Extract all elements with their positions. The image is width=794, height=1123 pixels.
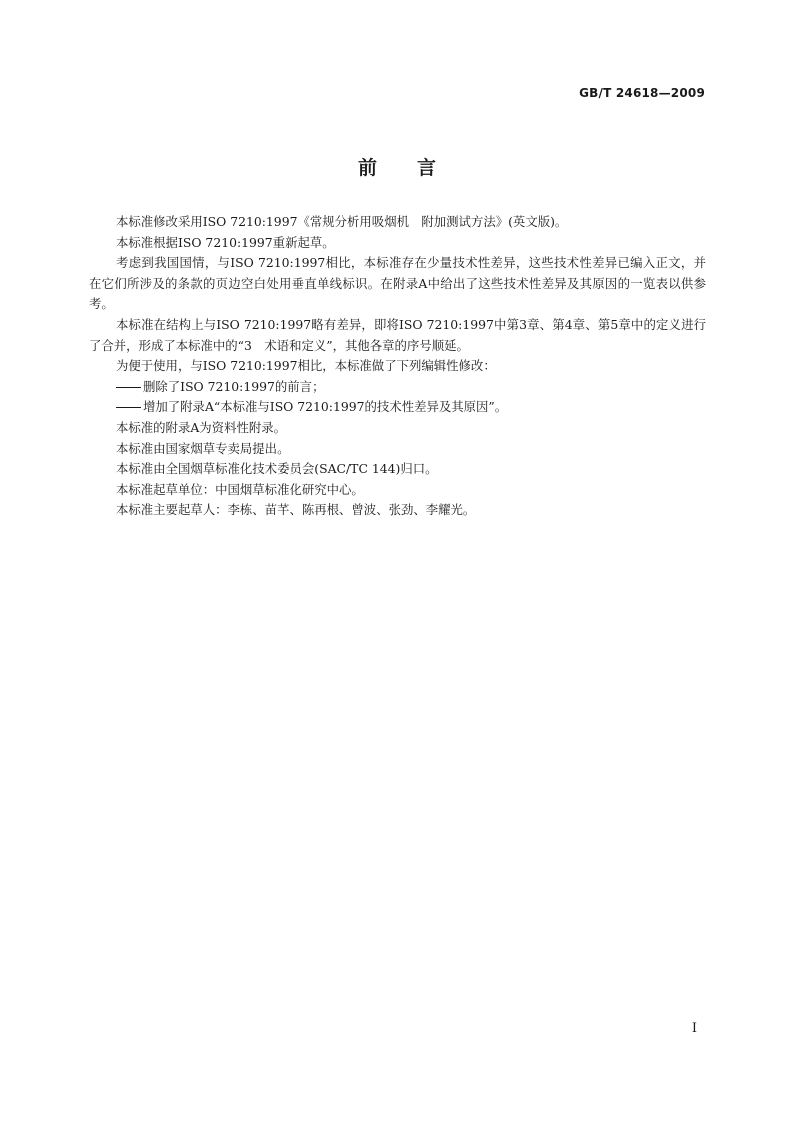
paragraph-technical-committee: 本标准由全国烟草标准化技术委员会(SAC/TC 144)归口。	[116, 461, 438, 477]
list-item	[89, 377, 706, 398]
page-number: I	[691, 1021, 697, 1036]
list-item-text: 删除了ISO 7210:1997的前言；	[143, 378, 325, 394]
standard-code: GB/T 24618—2009	[579, 86, 705, 100]
list-item-text: 增加了附录A“本标准与ISO 7210:1997的技术性差异及其原因”。	[143, 399, 508, 415]
paragraph-editorial-changes: 为便于使用，与ISO 7210:1997相比，本标准做了下列编辑性修改：	[116, 358, 496, 374]
foreword-body	[89, 212, 706, 521]
dash-marker	[116, 407, 141, 408]
paragraph-technical-differences: 考虑到我国国情，与ISO 7210:1997相比，本标准存在少量技术性差异，这些技术性差异已编入正文，并在它们所涉及的条款的页边空白处用垂直单线标识。在附录A中给出了这些技术性差异及其原因的一览表以供参考。	[89, 255, 706, 312]
list-item	[89, 397, 706, 418]
paragraph-drafting-basis: 本标准根据ISO 7210:1997重新起草。	[116, 234, 335, 250]
dash-marker	[116, 387, 141, 388]
paragraph-drafting-unit: 本标准起草单位：中国烟草标准化研究中心。	[116, 481, 364, 497]
paragraph-adoption: 本标准修改采用ISO 7210:1997《常规分析用吸烟机 附加测试方法》(英文版)。	[116, 214, 568, 229]
paragraph-structural-differences: 本标准在结构上与ISO 7210:1997略有差异，即将ISO 7210:1997中第3章、第4章、第5章中的定义进行了合并，形成了本标准中的“3 术语和定义”，其他各章的序号顺延。	[89, 316, 706, 353]
page-title: 前言	[357, 157, 476, 179]
paragraph-proposer: 本标准由国家烟草专卖局提出。	[116, 440, 290, 456]
paragraph-annex: 本标准的附录A为资料性附录。	[116, 419, 287, 435]
paragraph-drafters: 本标准主要起草人：李栋、苗芊、陈再根、曾波、张劲、李耀光。	[116, 502, 476, 518]
